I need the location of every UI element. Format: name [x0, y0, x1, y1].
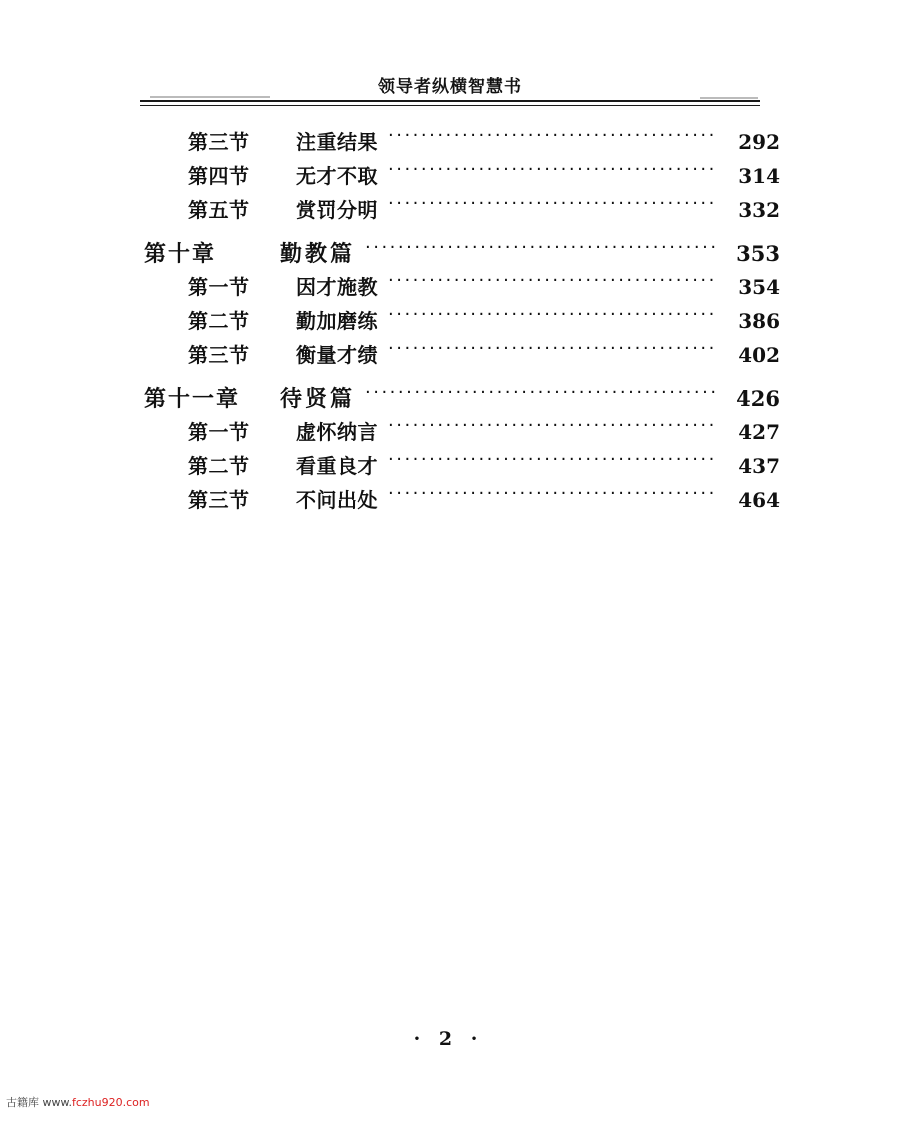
watermark-url: fczhu920.com: [71, 1096, 150, 1109]
toc-entry-title: 赏罚分明: [296, 198, 378, 222]
toc-entry-page: 386: [738, 309, 780, 333]
table-of-contents: [140, 126, 780, 518]
watermark-label: 古籍库 www.: [6, 1096, 72, 1109]
toc-leader-dots: [388, 167, 716, 183]
toc-leader-dots: [388, 491, 716, 507]
toc-entry[interactable]: [140, 271, 780, 305]
toc-chapter-number: 第十一章: [144, 387, 241, 412]
toc-leader-dots: [365, 390, 716, 406]
toc-leader-dots: [388, 201, 716, 217]
page-folio: · 2 ·: [413, 1028, 484, 1050]
toc-entry-number: 第三节: [188, 488, 250, 512]
toc-leader-dots: [388, 133, 716, 149]
toc-entry[interactable]: [140, 160, 780, 194]
toc-entry-page: 402: [738, 343, 780, 367]
running-head: [140, 72, 760, 97]
toc-entry[interactable]: [140, 339, 780, 373]
toc-entry[interactable]: [140, 305, 780, 339]
toc-leader-dots: [388, 278, 716, 294]
toc-entry-page: 427: [738, 420, 780, 444]
toc-entry-number: 第三节: [188, 130, 250, 154]
toc-entry[interactable]: [140, 126, 780, 160]
toc-entry[interactable]: [140, 450, 780, 484]
toc-entry-title: 勤加磨练: [296, 309, 378, 333]
toc-chapter-title: 勤教篇: [280, 242, 356, 267]
toc-leader-dots: [388, 457, 716, 473]
header-rule-thick: [140, 100, 760, 102]
toc-entry-title: 看重良才: [296, 454, 378, 478]
toc-entry-page: 292: [738, 130, 780, 154]
toc-leader-dots: [388, 423, 716, 439]
toc-chapter-entry[interactable]: [140, 382, 780, 416]
toc-entry-title: 无才不取: [296, 164, 378, 188]
toc-entry[interactable]: [140, 194, 780, 228]
toc-entry-number: 第三节: [188, 343, 250, 367]
toc-entry-page: 332: [738, 198, 780, 222]
toc-chapter-title: 待贤篇: [280, 387, 356, 412]
toc-entry-page: 314: [738, 164, 780, 188]
scan-artifact: [150, 96, 270, 98]
toc-entry-number: 第一节: [188, 420, 250, 444]
toc-leader-dots: [365, 245, 716, 261]
toc-entry-page: 437: [738, 454, 780, 478]
toc-chapter-page: 353: [736, 241, 780, 266]
toc-entry-page: 354: [738, 275, 780, 299]
toc-entry-number: 第四节: [188, 164, 250, 188]
toc-entry-number: 第五节: [188, 198, 250, 222]
toc-leader-dots: [388, 312, 716, 328]
toc-entry-title: 虚怀纳言: [296, 420, 378, 444]
toc-entry[interactable]: [140, 484, 780, 518]
header-rule-thin: [140, 105, 760, 106]
toc-entry-title: 注重结果: [296, 130, 378, 154]
toc-entry-page: 464: [738, 488, 780, 512]
toc-chapter-entry[interactable]: [140, 237, 780, 271]
toc-entry-title: 不问出处: [296, 488, 378, 512]
scan-artifact: [700, 97, 758, 99]
toc-entry-title: 因才施教: [296, 275, 378, 299]
watermark: [6, 1094, 150, 1110]
toc-leader-dots: [388, 346, 716, 362]
toc-entry-number: 第二节: [188, 309, 250, 333]
toc-entry[interactable]: [140, 416, 780, 450]
toc-entry-number: 第二节: [188, 454, 250, 478]
toc-group-spacer: [140, 228, 780, 237]
toc-chapter-number: 第十章: [144, 242, 217, 267]
toc-entry-number: 第一节: [188, 275, 250, 299]
toc-chapter-page: 426: [736, 386, 780, 411]
toc-group-spacer: [140, 373, 780, 382]
running-head-title: 领导者纵横智慧书: [378, 77, 522, 97]
toc-entry-title: 衡量才绩: [296, 343, 378, 367]
